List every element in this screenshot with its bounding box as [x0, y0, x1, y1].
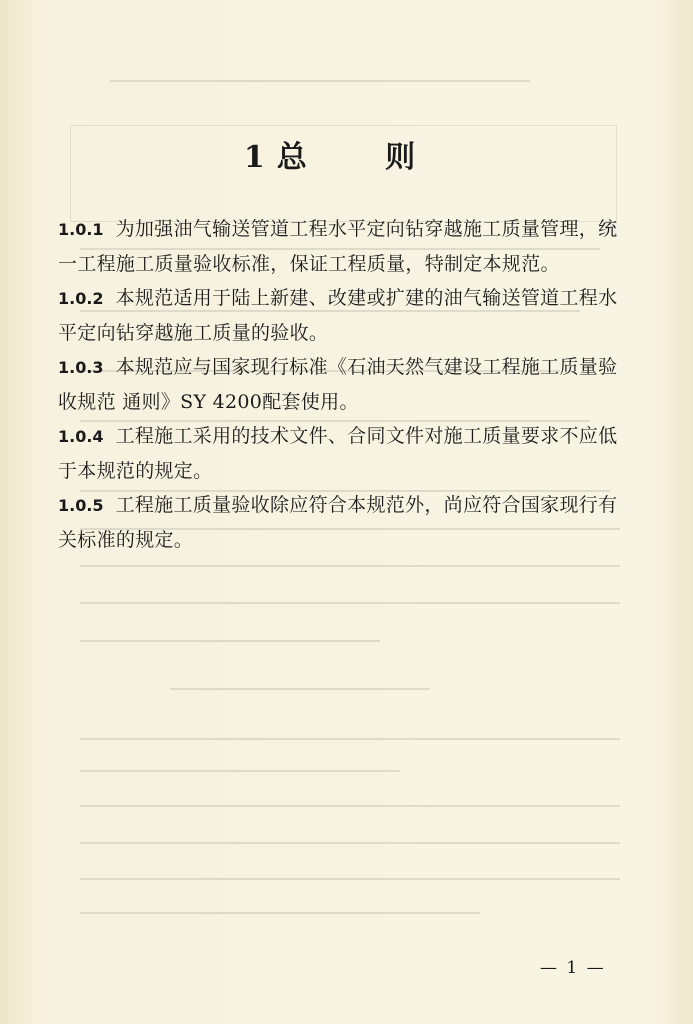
clause-number: 1.0.1 [58, 220, 104, 239]
clause-1-0-1 [58, 212, 618, 281]
clause-text: 为加强油气输送管道工程水平定向钻穿越施工质量管理，统一工程施工质量验收标准，保证工程质量，特制定本规范。 [58, 218, 618, 275]
clause-number: 1.0.5 [58, 496, 104, 515]
clause-1-0-3 [58, 350, 618, 419]
clause-number: 1.0.2 [58, 289, 104, 308]
clause-1-0-5 [58, 488, 618, 557]
clause-text: 工程施工质量验收除应符合本规范外，尚应符合国家现行有关标准的规定。 [58, 494, 618, 551]
clause-1-0-4 [58, 419, 618, 488]
clause-text: 工程施工采用的技术文件、合同文件对施工质量要求不应低于本规范的规定。 [58, 425, 618, 482]
clause-number: 1.0.4 [58, 427, 104, 446]
clause-number: 1.0.3 [58, 358, 104, 377]
chapter-number: 1 [243, 140, 267, 175]
page-number: — 1 — [540, 958, 606, 978]
chapter-heading: 总 则 [276, 140, 450, 175]
chapter-title [0, 132, 693, 176]
clause-text: 本规范应与国家现行标准《石油天然气建设工程施工质量验收规范 通则》SY 4200配套使用。 [58, 356, 618, 413]
clause-text: 本规范适用于陆上新建、改建或扩建的油气输送管道工程水平定向钻穿越施工质量的验收。 [58, 287, 618, 344]
chapter-body [58, 212, 618, 557]
clause-1-0-2 [58, 281, 618, 350]
